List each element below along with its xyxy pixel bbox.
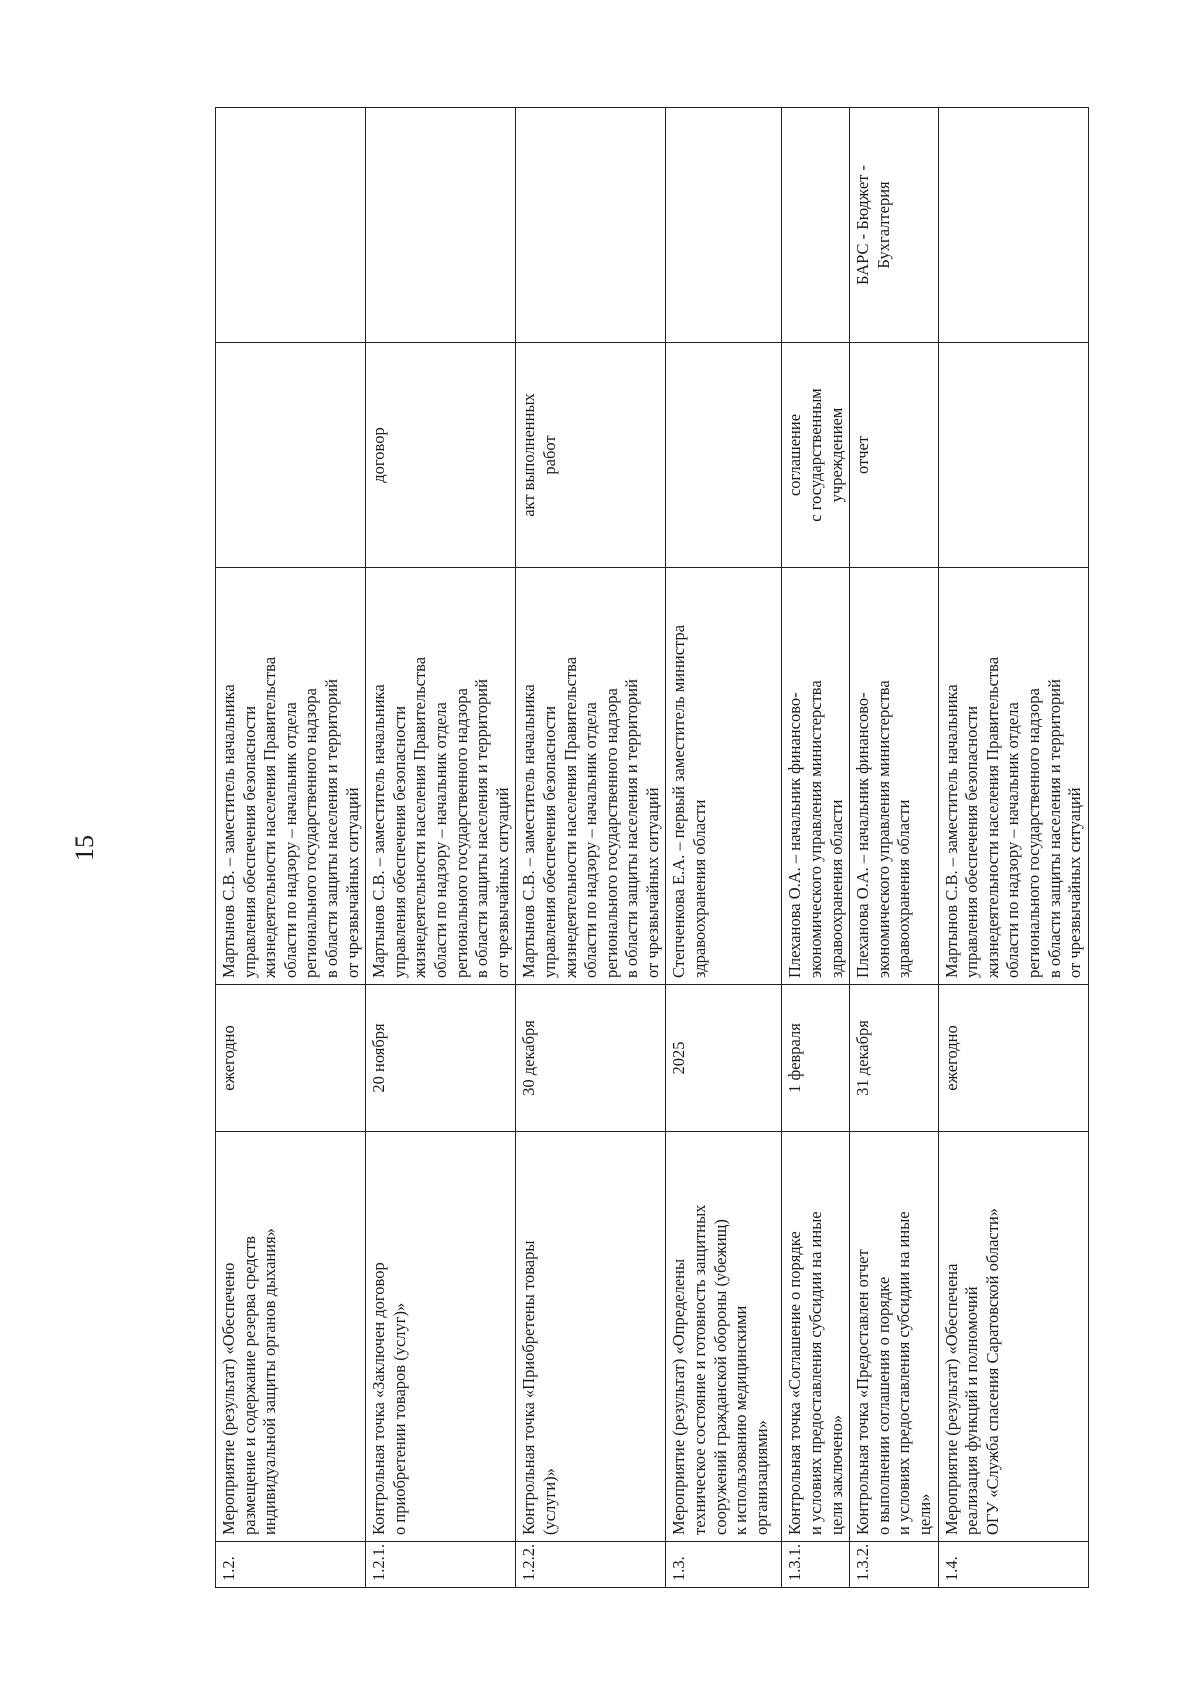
event-name: Контрольная точка «Предоставлен отчет о выполнении соглашения о порядке и условиях предоставления субсидии на иные цели» [850, 1132, 938, 1542]
information-system [516, 108, 666, 343]
deadline: ежегодно [938, 985, 1088, 1132]
table-row [216, 108, 366, 1588]
confirming-document: отчет [850, 343, 938, 568]
deadline: 31 декабря [850, 985, 938, 1132]
responsible-person: Мартынов С.В. – заместитель начальника управления обеспечения безопасности жизнедеятельности населения Правительства области по надзору – начальник отдела регионального государственного надзора в области защиты населения и территорий от чрезвычайных ситуаций [366, 568, 516, 985]
information-system [938, 108, 1088, 343]
event-name: Контрольная точка «Соглашение о порядке и условиях предоставления субсидии на иные цели заключено» [782, 1132, 850, 1542]
deadline: 2025 [666, 985, 782, 1132]
responsible-person: Плеханова О.А. – начальник финансово- экономического управления министерства здравоохранения области [782, 568, 850, 985]
row-number: 1.3. [666, 1542, 782, 1588]
row-number: 1.3.2. [850, 1542, 938, 1588]
row-number: 1.2.2. [516, 1542, 666, 1588]
deadline: 20 ноября [366, 985, 516, 1132]
rotated-table-wrapper [215, 108, 1085, 1588]
event-name: Контрольная точка «Заключен договор о приобретении товаров (услуг)» [366, 1132, 516, 1542]
information-system: БАРС - Бюджет - Бухгалтерия [850, 108, 938, 343]
deadline: ежегодно [216, 985, 366, 1132]
event-name: Мероприятие (результат) «Обеспечено размещение и содержание резерва средств индивидуальной защиты органов дыхания» [216, 1132, 366, 1542]
table-row [938, 108, 1088, 1588]
row-number: 1.2. [216, 1542, 366, 1588]
confirming-document [216, 343, 366, 568]
event-name: Контрольная точка «Приобретены товары (услуги)» [516, 1132, 666, 1542]
table-row [516, 108, 666, 1588]
row-number: 1.2.1. [366, 1542, 516, 1588]
event-name: Мероприятие (результат) «Обеспечена реализация функций и полномочий ОГУ «Служба спасения Саратовской области» [938, 1132, 1088, 1542]
information-system [366, 108, 516, 343]
table-row [666, 108, 782, 1588]
responsible-person: Степченкова Е.А. – первый заместитель министра здравоохранения области [666, 568, 782, 985]
information-system [782, 108, 850, 343]
table-row [850, 108, 938, 1588]
confirming-document: акт выполненных работ [516, 343, 666, 568]
row-number: 1.3.1. [782, 1542, 850, 1588]
responsible-person: Плеханова О.А. – начальник финансово- экономического управления министерства здравоохранения области [850, 568, 938, 985]
confirming-document [938, 343, 1088, 568]
information-system [216, 108, 366, 343]
event-name: Мероприятие (результат) «Определены техническое состояние и готовность защитных сооружений гражданской обороны (убежищ) к использованию медицинскими организациями» [666, 1132, 782, 1542]
confirming-document [666, 343, 782, 568]
confirming-document: договор [366, 343, 516, 568]
table-row [782, 108, 850, 1588]
page-number: 15 [70, 835, 99, 861]
deadline: 30 декабря [516, 985, 666, 1132]
responsible-person: Мартынов С.В. – заместитель начальника управления обеспечения безопасности жизнедеятельности населения Правительства области по надзору – начальник отдела регионального государственного надзора в области защиты населения и территорий от чрезвычайных ситуаций [938, 568, 1088, 985]
confirming-document: соглашение с государственным учреждением [782, 343, 850, 568]
table-row [366, 108, 516, 1588]
responsible-person: Мартынов С.В. – заместитель начальника управления обеспечения безопасности жизнедеятельности населения Правительства области по надзору – начальник отдела регионального государственного надзора в области защиты населения и территорий от чрезвычайных ситуаций [216, 568, 366, 985]
plan-table [215, 107, 1089, 1588]
row-number: 1.4. [938, 1542, 1088, 1588]
deadline: 1 февраля [782, 985, 850, 1132]
responsible-person: Мартынов С.В. – заместитель начальника управления обеспечения безопасности жизнедеятельности населения Правительства области по надзору – начальник отдела регионального государственного надзора в области защиты населения и территорий от чрезвычайных ситуаций [516, 568, 666, 985]
information-system [666, 108, 782, 343]
